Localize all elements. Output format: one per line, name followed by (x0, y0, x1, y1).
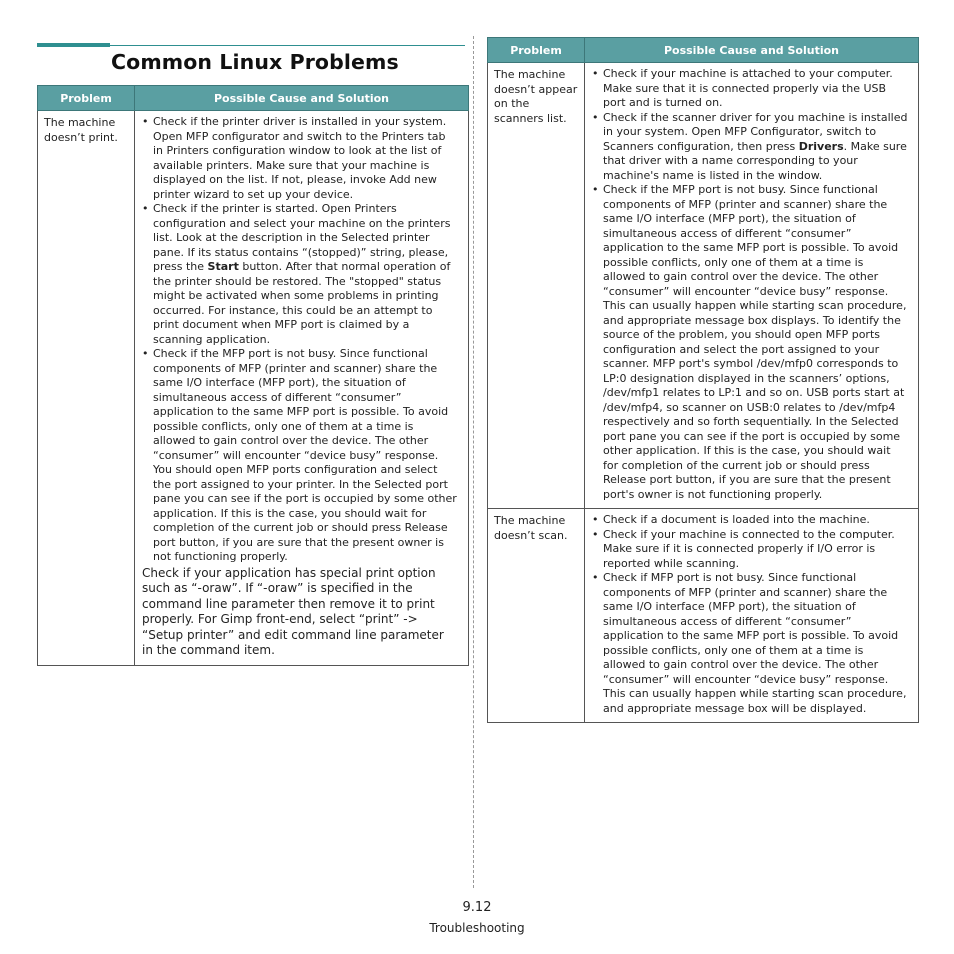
bullet-icon: • (142, 115, 149, 128)
list-item: • Check if the printer driver is installed in your system. Open MFP configurator and switch to the Printers tab in Printers configuration window to look at the list of available printers. Make sure that your machine is displayed on the list. If not, please, invoke Add new printer wizard to set up your device. (142, 115, 447, 201)
bullet-icon: • (142, 347, 149, 360)
list-item: • Check if the scanner driver for you machine is installed in your system. Open MFP Configurator, switch to Scanners configuration, then press Drivers. Make sure that driver with a name corresponding to your machine's name is listed in the window. (592, 110, 908, 182)
bullet-icon: • (592, 183, 599, 196)
list-item: • Check if your machine is connected to the computer. Make sure if it is connected properly if I/O error is reported while scanning. (592, 527, 895, 570)
page-number: 9.12 (462, 900, 492, 915)
table-header-row (488, 38, 919, 63)
title-accent-bar (37, 43, 110, 47)
table-header-row (38, 86, 469, 111)
list-item: • Check if the MFP port is not busy. Since functional components of MFP (printer and scanner) share the same I/O interface (MFP port), the situation of simultaneous access of different “consumer” application to the same MFP port is possible. To avoid possible conflicts, only one of them at a time is allowed to gain control over the device. The other “consumer” will encounter “device busy” response. This can usually happen while starting scan procedure, and appropriate message box displays. To identify the source of the problem, you should open MFP ports configuration and select the port assigned to your scanner. MFP port's symbol /dev/mfp0 corresponds to LP:0 designation displayed in the scanners’ options, /dev/mfp1 relates to LP:1 and so on. USB ports start at /dev/mfp4, so scanner on USB:0 relates to /dev/mfp4 respectively and so forth sequentially. In the Selected port pane you can see if the port is occupied by some other application. If this is the case, you should wait for completion of the current job or should press Release port button, if you are sure that the present port's owner is not functioning properly. (592, 183, 907, 501)
solution-cell (585, 509, 919, 723)
solution-list (142, 115, 458, 565)
title-rule (110, 45, 465, 46)
list-item: • Check if the MFP port is not busy. Since functional components of MFP (printer and scanner) share the same I/O interface (MFP port), the situation of simultaneous access of different “consumer” application to the same MFP port is possible. To avoid possible conflicts, only one of them at a time is allowed to gain control over the device. The other “consumer” will encounter “device busy” response. You should open MFP ports configuration and select the port assigned to your printer. In the Selected port pane you can see if the port is occupied by some other application. If this is the case, you should wait for completion of the current job or should press Release port button, if you are sure that the present owner is not functioning properly. (142, 347, 457, 563)
bullet-icon: • (142, 202, 149, 215)
linux-problems-table-right (487, 37, 919, 723)
table-row (488, 63, 919, 509)
list-item: • Check if a document is loaded into the machine. (592, 513, 870, 526)
page-title: Common Linux Problems (111, 50, 399, 74)
list-item: • Check if MFP port is not busy. Since functional components of MFP (printer and scanner) share the same I/O interface (MFP port), the situation of simultaneous access of different “consumer” application to the same MFP port is possible. To avoid possible conflicts, only one of them at a time is allowed to gain control over the device. The other “consumer” will encounter “device busy” response. This can usually happen while starting scan procedure, and appropriate message box will be displayed. (592, 571, 907, 715)
problem-cell: The machine doesn’t scan. (488, 509, 585, 723)
linux-problems-table-left (37, 85, 469, 666)
problem-column-header: Problem (488, 38, 585, 63)
solution-column-header: Possible Cause and Solution (135, 86, 469, 111)
bullet-icon: • (592, 571, 599, 584)
bullet-icon: • (592, 67, 599, 80)
column-divider (473, 36, 474, 888)
problem-column-header: Problem (38, 86, 135, 111)
solution-list (592, 67, 908, 502)
start-button-label: Start (207, 260, 239, 273)
bullet-icon: • (592, 527, 599, 541)
table-row (488, 509, 919, 723)
bullet-icon: • (592, 513, 599, 526)
list-item: • Check if your machine is attached to your computer. Make sure that it is connected properly via the USB port and is turned on. (592, 67, 893, 109)
section-name: Troubleshooting (429, 921, 525, 935)
solution-column-header: Possible Cause and Solution (585, 38, 919, 63)
drivers-button-label: Drivers (798, 139, 844, 153)
solution-cell (585, 63, 919, 509)
bullet-icon: • (592, 110, 599, 124)
list-item: • Check if the printer is started. Open Printers configuration and select your machine on the printers list. Look at the description in the Selected printer pane. If its status contains “(stopped)” string, please, press the Start button. After that normal operation of the printer should be restored. The "stopped" status might be activated when some problems in printing occurred. For instance, this could be an attempt to print document when MFP port is claimed by a scanning application. (142, 202, 451, 346)
solution-cell (135, 111, 469, 666)
problem-cell: The machine doesn’t appear on the scanners list. (488, 63, 585, 509)
solution-list (592, 513, 908, 716)
problem-cell: The machine doesn’t print. (38, 111, 135, 666)
table-row (38, 111, 469, 666)
print-option-note: Check if your application has special print option such as “-oraw”. If “-oraw” is specified in the command line parameter then remove it to print properly. For Gimp front-end, select “print” -> “Setup printer” and edit command line parameter in the command item. (142, 565, 444, 657)
